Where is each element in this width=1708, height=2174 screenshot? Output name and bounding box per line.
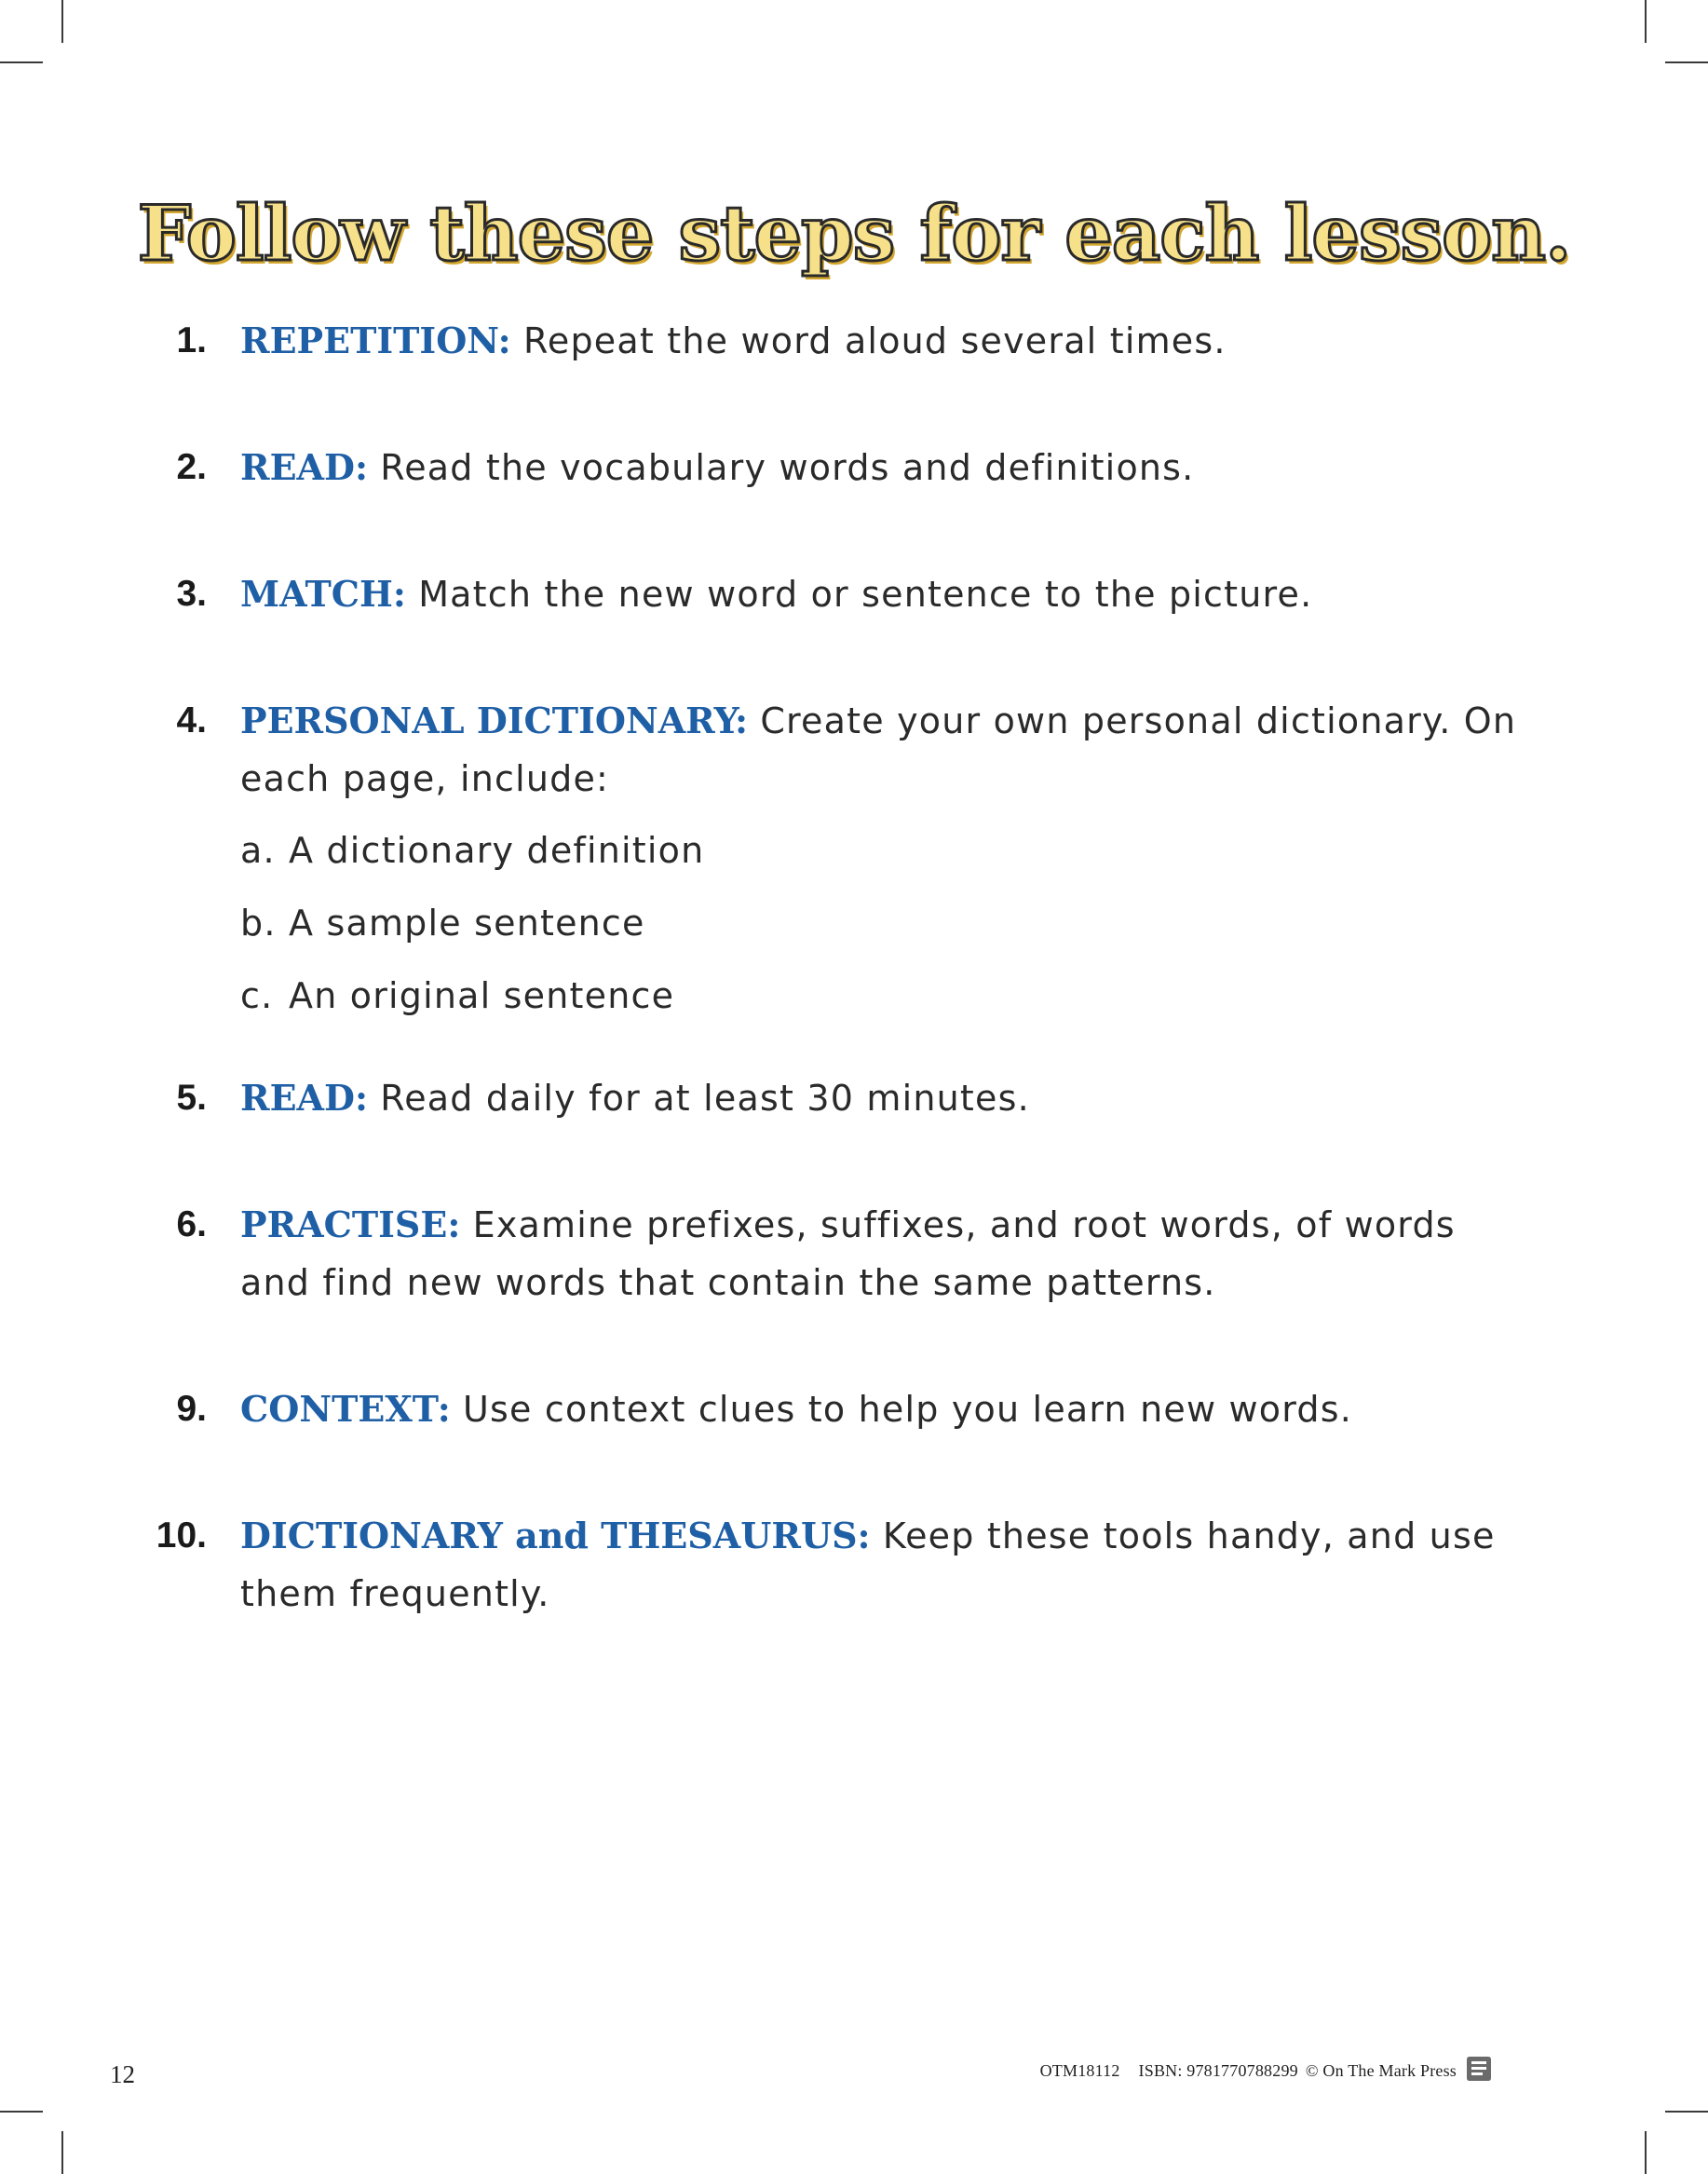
step-text <box>240 312 1521 370</box>
step-description: Read the vocabulary words and definitions. <box>368 447 1195 488</box>
step-description: Read daily for at least 30 minutes. <box>368 1078 1030 1119</box>
step-number: 5. <box>176 1078 207 1118</box>
isbn: ISBN: 9781770788299 <box>1138 2061 1298 2080</box>
step-keyword: REPETITION: <box>240 319 511 361</box>
step-description: Use context clues to help you learn new words. <box>450 1389 1352 1430</box>
step-keyword: PERSONAL DICTIONARY: <box>240 700 749 741</box>
crop-mark <box>0 61 43 63</box>
step-description: Repeat the word aloud several times. <box>510 320 1227 361</box>
sub-item-text: A sample sentence <box>289 903 645 944</box>
step-number: 6. <box>176 1204 207 1244</box>
step-description: Match the new word or sentence to the picture. <box>405 574 1313 615</box>
step-text <box>240 1380 1521 1438</box>
step-number: 3. <box>176 574 207 614</box>
crop-mark <box>1645 2131 1647 2174</box>
step-text <box>240 1196 1521 1311</box>
page-title: Follow these steps for each lesson. <box>137 190 1571 279</box>
step-text <box>240 565 1521 623</box>
sub-item-letter: b. <box>240 903 277 944</box>
book-icon <box>1464 2054 1494 2084</box>
step-keyword: DICTIONARY and THESAURUS: <box>240 1515 871 1556</box>
step-description: Keep these tools handy, and use them frequently. <box>240 1515 1496 1614</box>
crop-mark <box>1665 2111 1708 2113</box>
crop-mark <box>1665 61 1708 63</box>
sub-item-letter: a. <box>240 830 276 871</box>
sub-item-text: A dictionary definition <box>289 830 705 871</box>
step-keyword: READ: <box>240 446 369 488</box>
crop-mark <box>61 0 63 43</box>
step-keyword: MATCH: <box>240 573 406 615</box>
sub-item-text: An original sentence <box>289 975 675 1016</box>
step-text <box>240 692 1521 808</box>
step-number: 10. <box>156 1515 207 1556</box>
crop-mark <box>61 2131 63 2174</box>
step-description: Examine prefixes, suffixes, and root words, of words and find new words that contain the same patterns. <box>240 1204 1456 1303</box>
sub-item-letter: c. <box>240 975 274 1016</box>
product-code: OTM18112 <box>1039 2061 1120 2080</box>
step-keyword: PRACTISE: <box>240 1203 461 1245</box>
step-keyword: CONTEXT: <box>240 1388 451 1430</box>
step-text <box>240 439 1521 496</box>
step-number: 1. <box>176 320 207 360</box>
step-text <box>240 1507 1521 1623</box>
step-text <box>240 1069 1521 1127</box>
page-number: 12 <box>110 2060 135 2088</box>
step-number: 2. <box>176 447 207 487</box>
step-description: Create your own personal dictionary. On each page, include: <box>240 700 1517 799</box>
publisher: © On The Mark Press <box>1305 2061 1457 2080</box>
step-number: 4. <box>176 700 207 741</box>
step-keyword: READ: <box>240 1077 369 1119</box>
footer-credit <box>1022 2061 1457 2081</box>
crop-mark <box>1645 0 1647 43</box>
step-number: 9. <box>176 1389 207 1429</box>
crop-mark <box>0 2111 43 2113</box>
